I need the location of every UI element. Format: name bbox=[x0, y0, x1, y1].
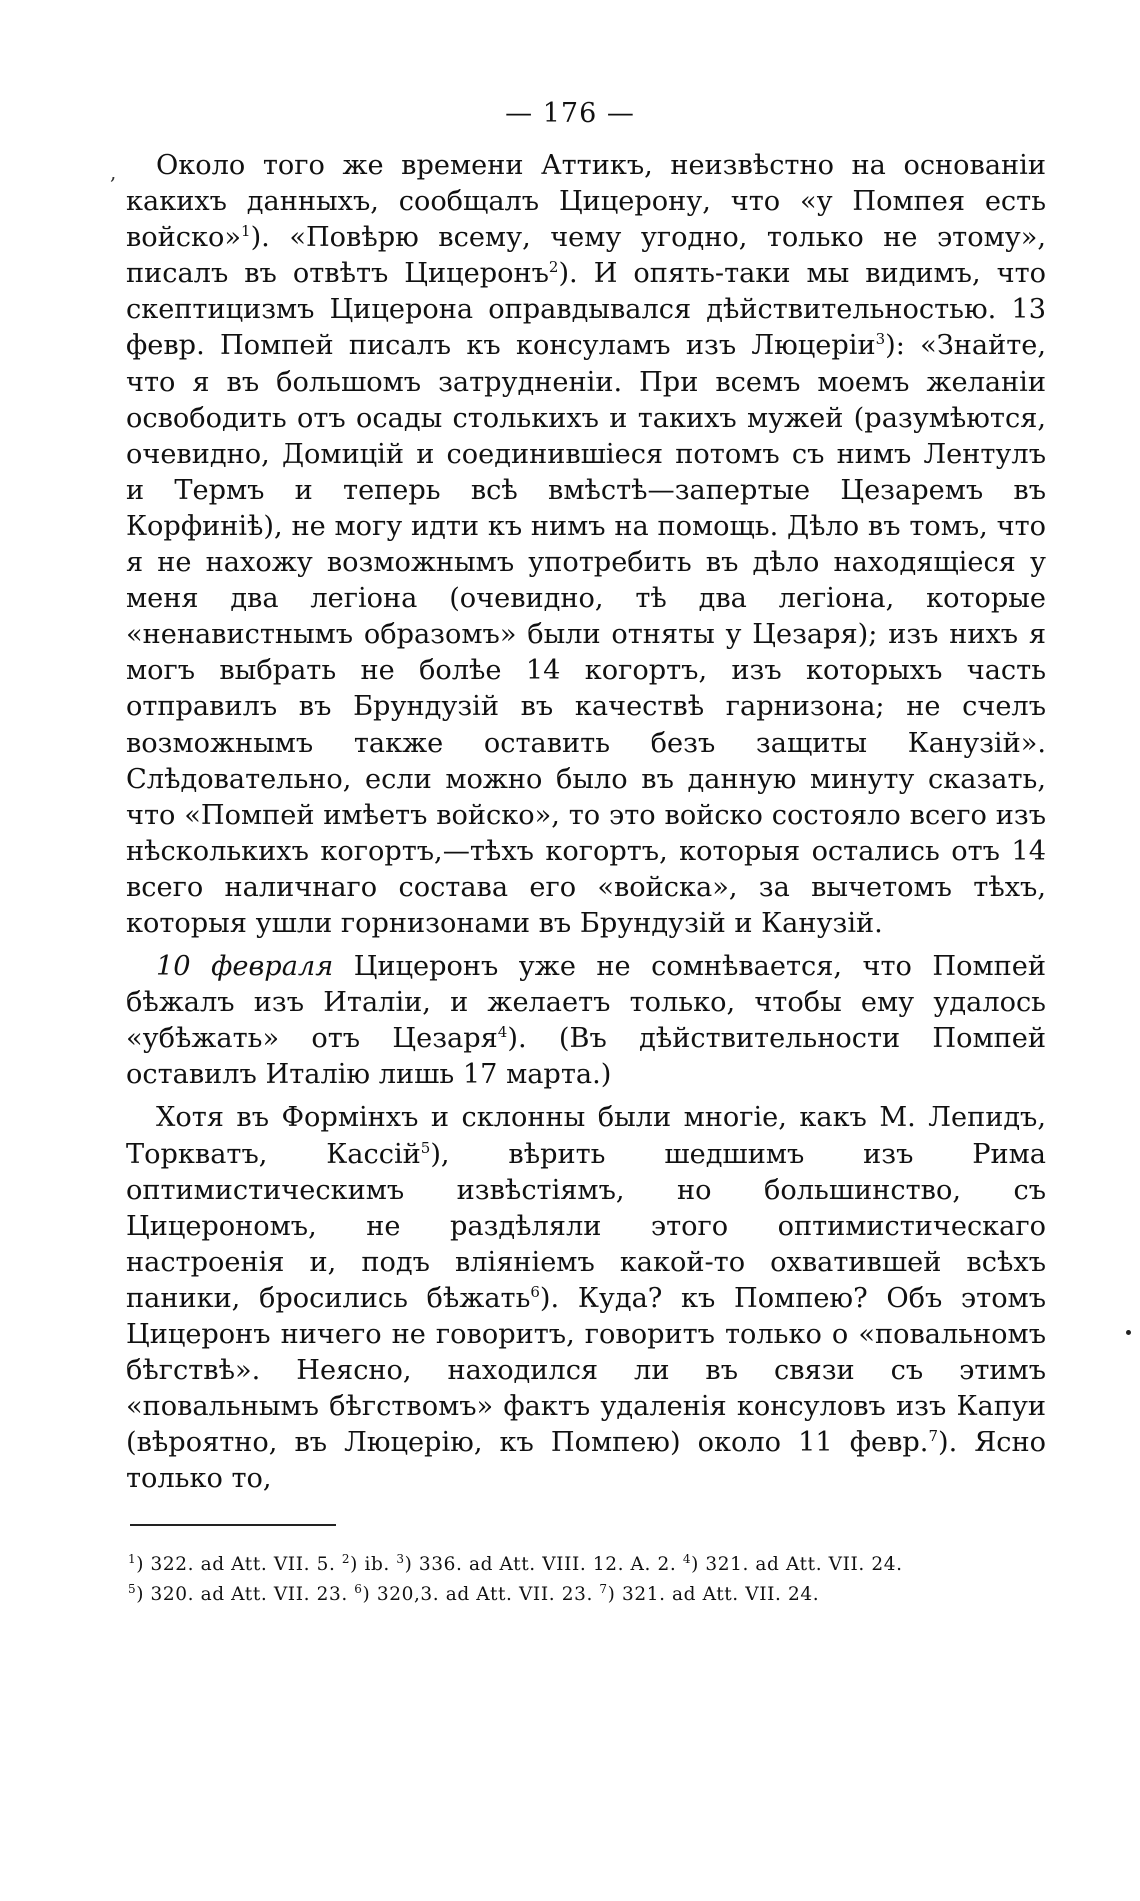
stray-print-dot bbox=[1126, 1330, 1131, 1335]
paragraph-2 bbox=[126, 949, 1046, 1093]
footnote-ref: 7 bbox=[928, 1427, 939, 1446]
footnote-divider bbox=[130, 1524, 336, 1526]
footnote-ref: 1 bbox=[241, 222, 251, 241]
footnote-number: 7 bbox=[599, 1581, 608, 1596]
text-segment: Около того же времени Аттикъ, неизвѣстно на основаніи какихъ данныхъ, сообщалъ Цицерону, что «у Помпея есть войско» bbox=[126, 150, 1046, 254]
footnote-number: 3 bbox=[396, 1551, 405, 1566]
footnote-text: ) 320. ad Att. VII. 23. bbox=[136, 1584, 355, 1605]
footnote-text: ) 321. ad Att. VII. 24. bbox=[691, 1554, 903, 1575]
paragraph-3 bbox=[126, 1100, 1046, 1497]
stray-print-mark: , bbox=[110, 160, 117, 184]
text-segment: ), вѣрить шедшимъ изъ Рима оптимистическимъ извѣстіямъ, но большинство, съ Цицерономъ, не раздѣляли этого оптимистическаго настроенія и, подъ вліяніемъ какой-то охватившей всѣхъ паники, бросились бѣжать bbox=[126, 1138, 1046, 1314]
text-segment: Хотя въ Формінхъ и склонны были многіе, какъ М. Лепидъ, Торкватъ, Кассій bbox=[126, 1102, 1046, 1170]
footnote-line-2 bbox=[128, 1580, 1048, 1610]
text-segment: ). Ясно только то, bbox=[126, 1427, 1046, 1495]
footnote-number: 1 bbox=[128, 1551, 137, 1566]
footnote-ref: 6 bbox=[530, 1282, 540, 1301]
footnote-line-1 bbox=[128, 1550, 1048, 1580]
footnote-text: ) 321. ad Att. VII. 24. bbox=[607, 1584, 820, 1605]
footnote-number: 6 bbox=[354, 1581, 363, 1596]
footnote-number: 2 bbox=[341, 1551, 351, 1566]
footnote-text: ) 320,3. ad Att. VII. 23. bbox=[362, 1584, 600, 1605]
footnote-text: ) 322. ad Att. VII. 5. bbox=[136, 1554, 342, 1575]
footnote-ref: 2 bbox=[548, 258, 559, 277]
text-segment: ). Куда? къ Помпею? Объ этомъ Цицеронъ ничего не говоритъ, говоритъ только о «повальномъ бѣгствѣ». Неясно, находился ли въ связи съ этимъ «повальнымъ бѣгствомъ» фактъ удаленія консуловъ изъ Капуи (вѣроятно, въ Люцерію, къ Помпею) около 11 февр. bbox=[126, 1282, 1047, 1459]
footnote-ref: 4 bbox=[497, 1023, 508, 1042]
text-segment: Цицеронъ уже не сомнѣвается, что Помпей бѣжалъ изъ Италіи, и желаетъ только, чтобы ему удалось «убѣжать» отъ Цезаря bbox=[126, 951, 1046, 1055]
footnote-number: 4 bbox=[682, 1551, 692, 1566]
footnotes bbox=[128, 1550, 1048, 1610]
text-segment: ). (Въ дѣйствительности Помпей оставилъ Италію лишь 17 марта.) bbox=[126, 1023, 1046, 1091]
page-number: — 176 — bbox=[505, 98, 635, 129]
footnote-ref: 5 bbox=[420, 1138, 431, 1157]
footnote-ref: 3 bbox=[875, 330, 886, 349]
footnote-number: 5 bbox=[128, 1581, 137, 1596]
text-segment: ): «Знайте, что я въ большомъ затрудненіи. При всемъ моемъ желаніи освободить отъ осады столькихъ и такихъ мужей (разумѣются, очевидно, Домицій и соединившіеся потомъ съ нимъ Лентулъ и Термъ и теперь всѣ вмѣстѣ—запертые Цезаремъ въ Корфиніѣ), не могу идти къ нимъ на помощь. Дѣло въ томъ, что я не нахожу возможнымъ употребить въ дѣло находящіеся у меня два легіона (очевидно, тѣ два легіона, которые «ненавистнымъ образомъ» были отняты у Цезаря); изъ нихъ я могъ выбрать не болѣе 14 когортъ, изъ которыхъ часть отправилъ въ Брундузій въ качествѣ гарнизона; не счелъ возможнымъ также оставить безъ защиты Канузій». Слѣдовательно, если можно было въ данную минуту сказать, что «Помпей имѣетъ войско», то это войско состояло всего изъ нѣсколькихъ когортъ,—тѣхъ когортъ, которыя остались отъ 14 всего наличнаго состава его «войска», за вычетомъ тѣхъ, которыя ушли горнизонами въ Брундузій и Канузій. bbox=[126, 330, 1046, 939]
text-segment: ). И опять-таки мы видимъ, что скептицизмъ Цицерона оправдывался дѣйствительностью. 13 февр. Помпей писалъ къ консуламъ изъ Люцеріи bbox=[126, 258, 1046, 362]
italic-date: 10 февраля bbox=[156, 951, 334, 983]
paragraph-1 bbox=[126, 148, 1046, 942]
footnote-text: ) 336. ad Att. VIII. 12. A. 2. bbox=[404, 1554, 683, 1575]
text-segment: ). «Повѣрю всему, чему угодно, только не этому», писалъ въ отвѣтъ Цицеронъ bbox=[126, 222, 1046, 290]
footnote-text: ) ib. bbox=[350, 1554, 397, 1575]
main-text bbox=[126, 148, 1046, 1497]
